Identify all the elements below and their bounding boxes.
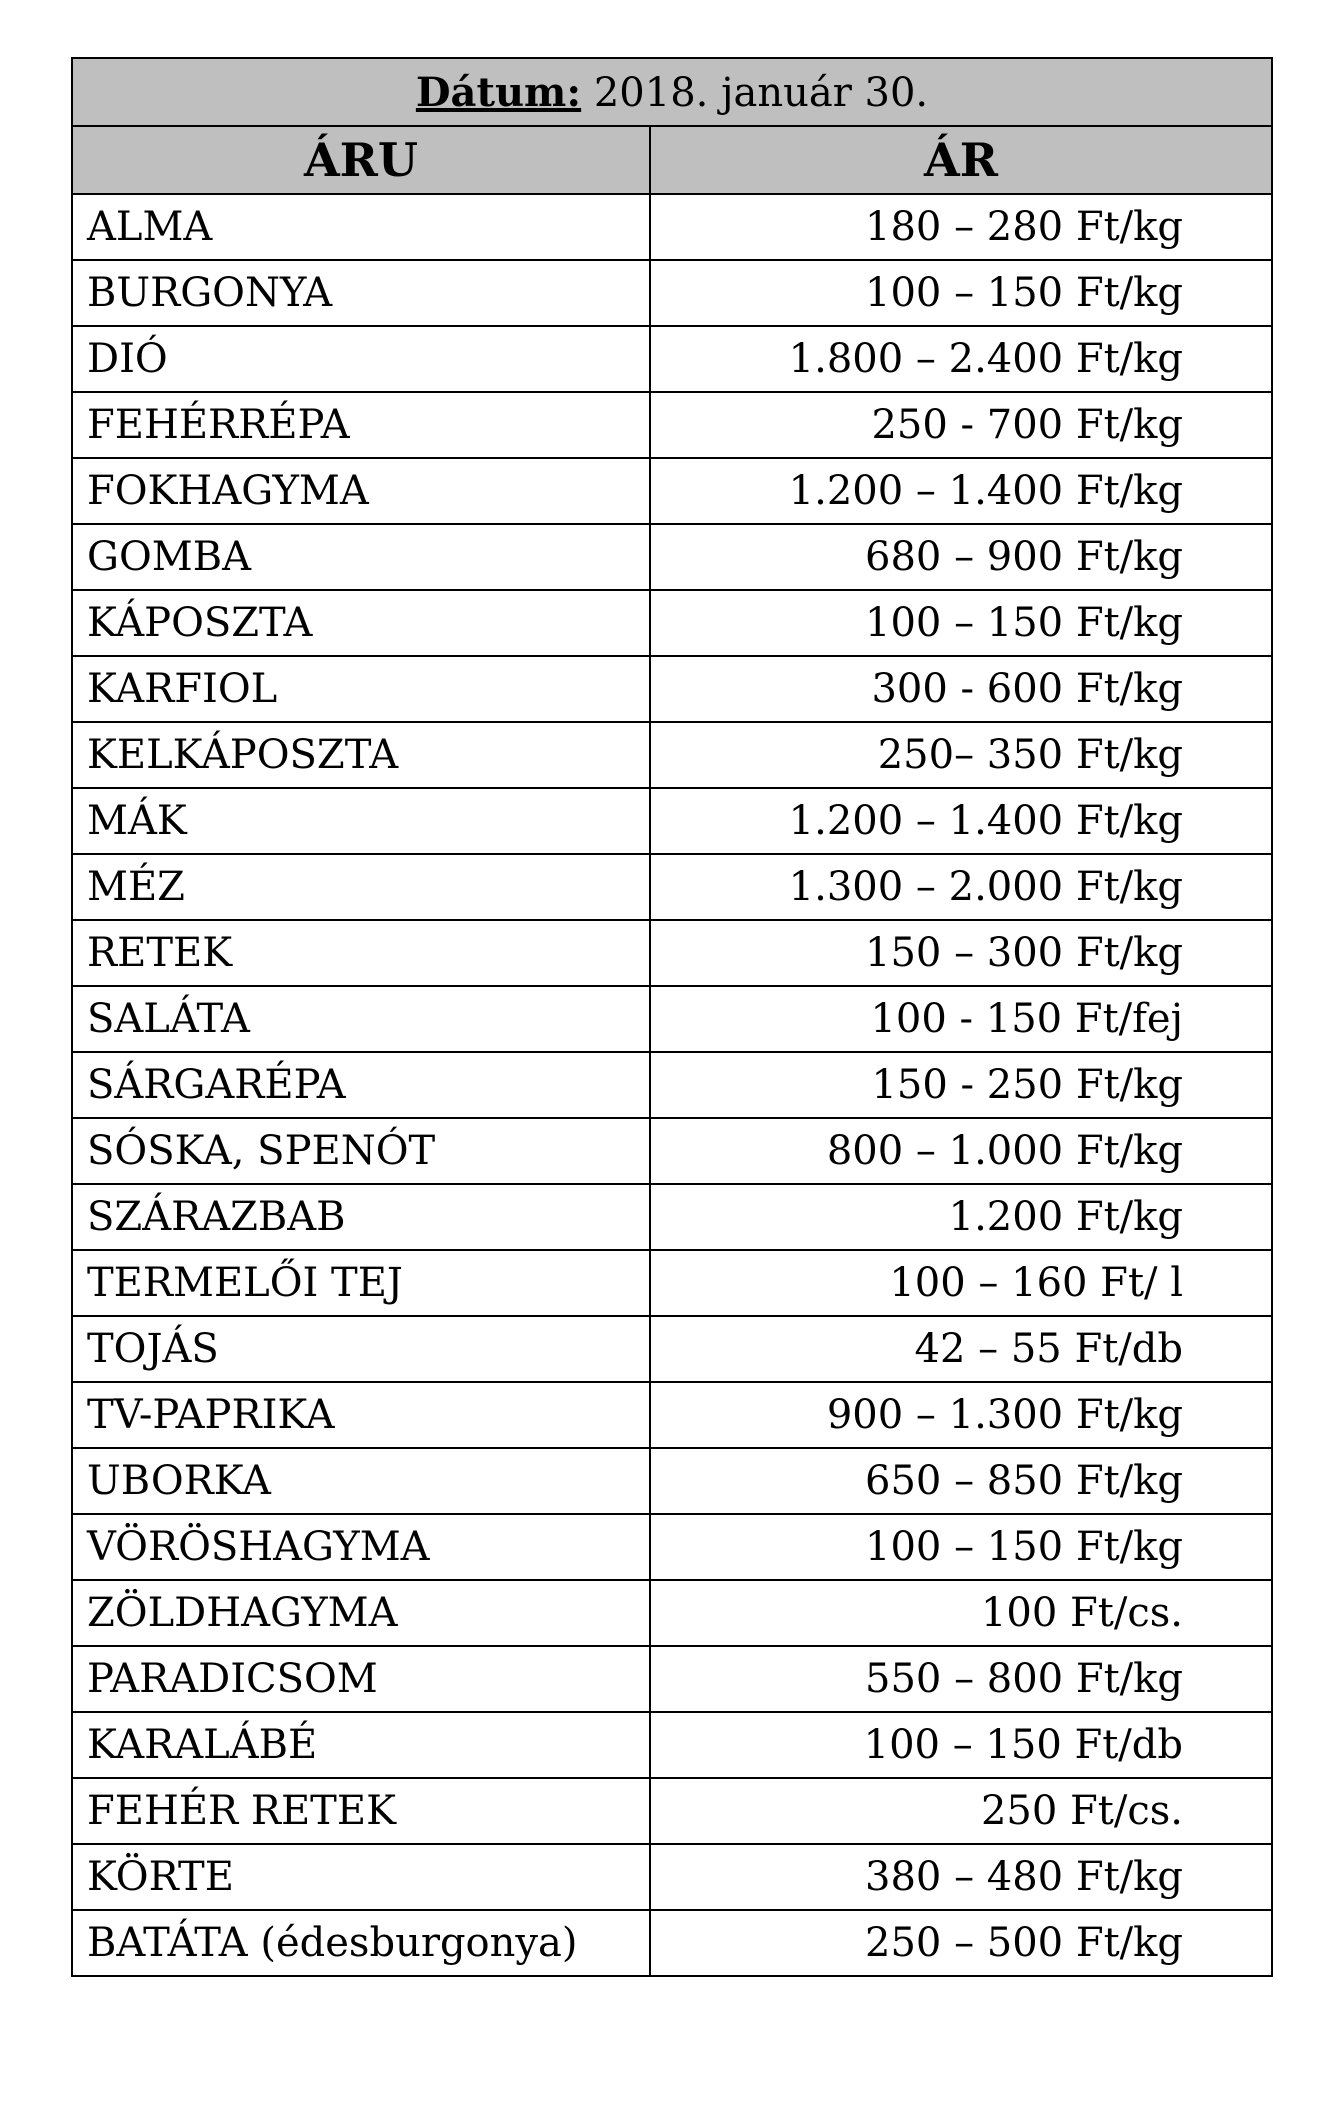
- date-value: 2018. január 30.: [581, 69, 929, 116]
- item-name: MÁK: [72, 788, 650, 854]
- column-header-row: [72, 126, 1272, 194]
- item-name: BATÁTA (édesburgonya): [72, 1910, 650, 1976]
- item-price: 300 - 600 Ft/kg: [650, 656, 1272, 722]
- table-row: [72, 326, 1272, 392]
- item-price: 1.200 – 1.400 Ft/kg: [650, 788, 1272, 854]
- table-row: [72, 1316, 1272, 1382]
- item-name: TV-PAPRIKA: [72, 1382, 650, 1448]
- item-name: MÉZ: [72, 854, 650, 920]
- table-row: [72, 260, 1272, 326]
- item-price: 650 – 850 Ft/kg: [650, 1448, 1272, 1514]
- item-name: KARFIOL: [72, 656, 650, 722]
- item-price: 180 – 280 Ft/kg: [650, 194, 1272, 260]
- item-name: KÖRTE: [72, 1844, 650, 1910]
- item-price: 1.200 – 1.400 Ft/kg: [650, 458, 1272, 524]
- table-row: [72, 986, 1272, 1052]
- item-name: FEHÉR RETEK: [72, 1778, 650, 1844]
- table-row: [72, 920, 1272, 986]
- table-row: [72, 854, 1272, 920]
- item-name: SÓSKA, SPENÓT: [72, 1118, 650, 1184]
- table-row: [72, 656, 1272, 722]
- table-row: [72, 1118, 1272, 1184]
- item-price: 250 - 700 Ft/kg: [650, 392, 1272, 458]
- item-price: 550 – 800 Ft/kg: [650, 1646, 1272, 1712]
- column-header-price: ÁR: [650, 126, 1272, 194]
- item-name: ALMA: [72, 194, 650, 260]
- table-row: [72, 722, 1272, 788]
- item-price: 150 - 250 Ft/kg: [650, 1052, 1272, 1118]
- item-name: PARADICSOM: [72, 1646, 650, 1712]
- date-cell: [72, 58, 1272, 126]
- item-name: UBORKA: [72, 1448, 650, 1514]
- table-row: [72, 1382, 1272, 1448]
- item-name: DIÓ: [72, 326, 650, 392]
- date-row: [72, 58, 1272, 126]
- item-name: TOJÁS: [72, 1316, 650, 1382]
- item-name: SZÁRAZBAB: [72, 1184, 650, 1250]
- price-table: [71, 57, 1273, 1977]
- item-name: BURGONYA: [72, 260, 650, 326]
- item-price: 100 – 160 Ft/ l: [650, 1250, 1272, 1316]
- item-price: 150 – 300 Ft/kg: [650, 920, 1272, 986]
- item-name: GOMBA: [72, 524, 650, 590]
- table-row: [72, 1514, 1272, 1580]
- column-header-item: ÁRU: [72, 126, 650, 194]
- item-name: SÁRGARÉPA: [72, 1052, 650, 1118]
- item-name: VÖRÖSHAGYMA: [72, 1514, 650, 1580]
- item-price: 100 - 150 Ft/fej: [650, 986, 1272, 1052]
- item-price: 800 – 1.000 Ft/kg: [650, 1118, 1272, 1184]
- date-label: Dátum:: [415, 68, 582, 116]
- item-name: RETEK: [72, 920, 650, 986]
- table-row: [72, 1910, 1272, 1976]
- item-price: 1.200 Ft/kg: [650, 1184, 1272, 1250]
- item-name: KÁPOSZTA: [72, 590, 650, 656]
- table-row: [72, 1778, 1272, 1844]
- table-row: [72, 1448, 1272, 1514]
- item-name: SALÁTA: [72, 986, 650, 1052]
- table-row: [72, 1646, 1272, 1712]
- table-row: [72, 788, 1272, 854]
- item-name: FEHÉRRÉPA: [72, 392, 650, 458]
- table-row: [72, 1844, 1272, 1910]
- item-price: 680 – 900 Ft/kg: [650, 524, 1272, 590]
- item-price: 1.800 – 2.400 Ft/kg: [650, 326, 1272, 392]
- item-price: 100 Ft/cs.: [650, 1580, 1272, 1646]
- item-name: KELKÁPOSZTA: [72, 722, 650, 788]
- table-row: [72, 1184, 1272, 1250]
- item-price: 100 – 150 Ft/db: [650, 1712, 1272, 1778]
- table-row: [72, 590, 1272, 656]
- item-price: 380 – 480 Ft/kg: [650, 1844, 1272, 1910]
- item-price: 900 – 1.300 Ft/kg: [650, 1382, 1272, 1448]
- item-price: 100 – 150 Ft/kg: [650, 590, 1272, 656]
- item-price: 250– 350 Ft/kg: [650, 722, 1272, 788]
- table-row: [72, 1712, 1272, 1778]
- table-row: [72, 194, 1272, 260]
- table-row: [72, 1580, 1272, 1646]
- item-name: KARALÁBÉ: [72, 1712, 650, 1778]
- item-price: 100 – 150 Ft/kg: [650, 260, 1272, 326]
- item-price: 42 – 55 Ft/db: [650, 1316, 1272, 1382]
- item-name: FOKHAGYMA: [72, 458, 650, 524]
- table-body: [72, 194, 1272, 1976]
- item-price: 100 – 150 Ft/kg: [650, 1514, 1272, 1580]
- item-price: 250 – 500 Ft/kg: [650, 1910, 1272, 1976]
- item-name: TERMELŐI TEJ: [72, 1250, 650, 1316]
- item-price: 250 Ft/cs.: [650, 1778, 1272, 1844]
- table-row: [72, 1052, 1272, 1118]
- table-row: [72, 458, 1272, 524]
- item-price: 1.300 – 2.000 Ft/kg: [650, 854, 1272, 920]
- item-name: ZÖLDHAGYMA: [72, 1580, 650, 1646]
- table-row: [72, 392, 1272, 458]
- table-row: [72, 524, 1272, 590]
- table-row: [72, 1250, 1272, 1316]
